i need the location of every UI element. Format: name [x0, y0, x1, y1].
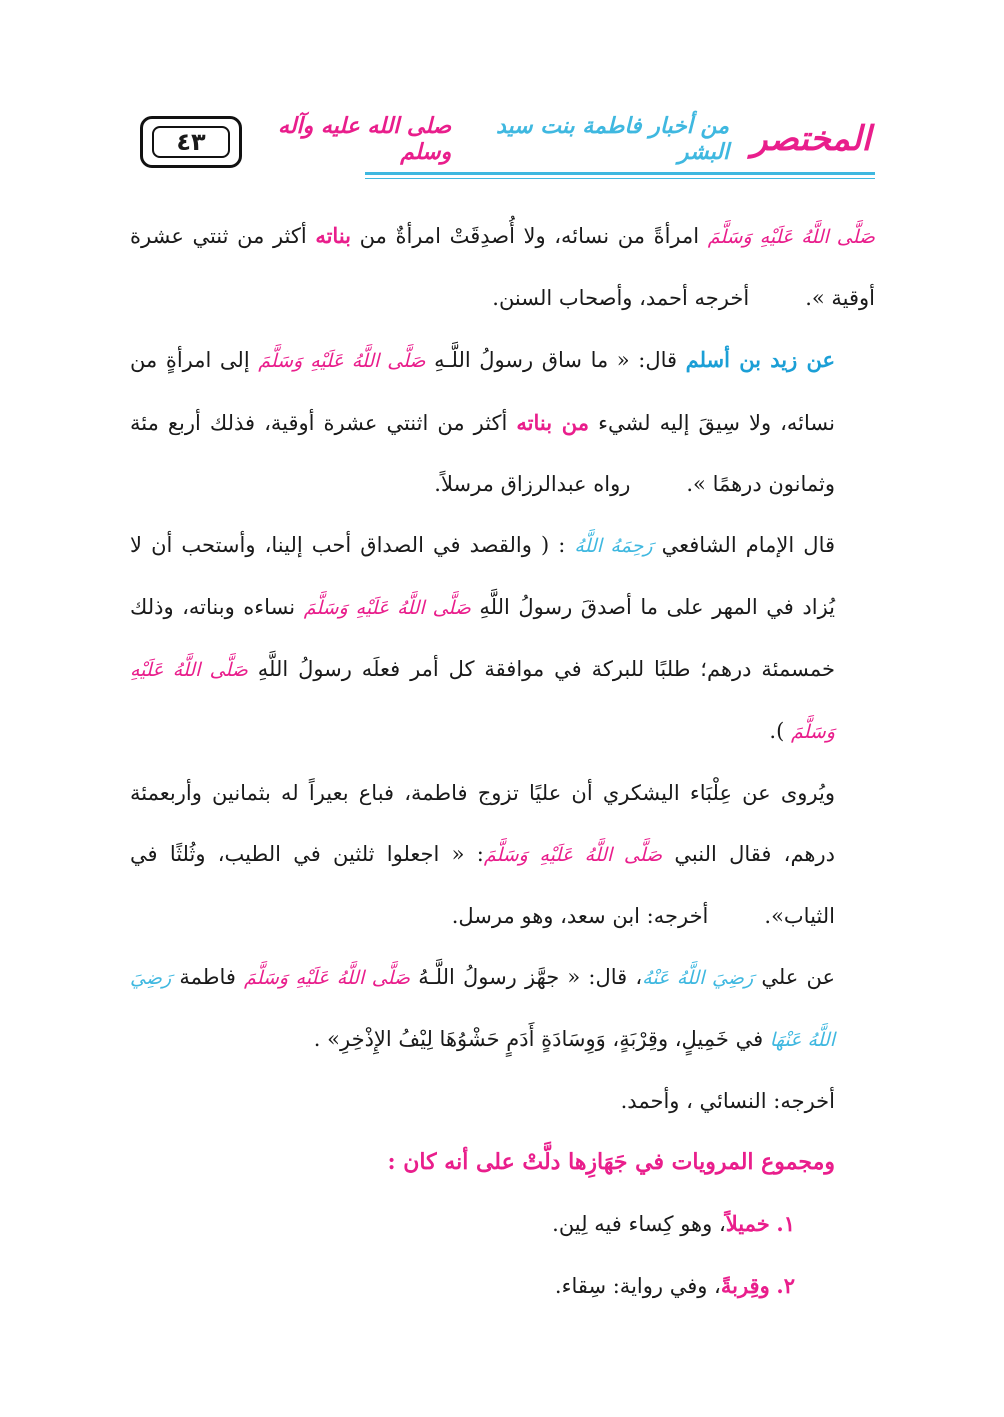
source-citation: أخرجه: ابن سعد، وهو مرسل. [451, 904, 709, 928]
title-honorific: صلى الله عليه وآله وسلم [277, 113, 452, 165]
emphasis-banatihi: بناته [315, 223, 351, 248]
text: عن علي [753, 965, 835, 989]
paragraph-5 [130, 947, 875, 1071]
text: فاطمة [171, 965, 245, 989]
honorific-saw: صَلَّى اللَّهُ عَلَيْهِ وَسَلَّمَ [130, 659, 835, 743]
text: قال: « ما ساق رسولُ اللَّـهِ [425, 348, 686, 372]
source-citation: أخرجه: النسائي ، وأحمد. [620, 1089, 835, 1113]
text: أكثر من اثنتي عشرة أوقية، فذلك أربع مئة وثمانون درهمًا ». [130, 411, 835, 496]
honorific-rahimahullah: رَحِمَهُ اللَّهُ [574, 535, 653, 557]
honorific-radiyallahu-anha: رَضِيَ اللَّهُ عَنْهَا [130, 967, 835, 1051]
header-rule-thin [365, 178, 875, 179]
list-item-number: ٢. [776, 1273, 795, 1298]
honorific-saw: صَلَّى اللَّهُ عَلَيْهِ وَسَلَّمَ [244, 967, 411, 989]
paragraph-4 [130, 763, 875, 947]
honorific-radiyallahu-anhu: رَضِيَ اللَّهُ عَنْهُ [642, 967, 754, 989]
text: قال الإمام الشافعي [652, 533, 836, 557]
list-item-description: ، وهو كِساء فيه لِين. [552, 1212, 726, 1236]
section-heading: ومجموع المرويات في جَهَازِها دلَّتْ على أنه كان : [387, 1149, 835, 1175]
header-rule [365, 172, 875, 175]
text: امرأةً من نسائه، ولا أُصدِقَتْ امرأةٌ من [351, 224, 708, 248]
source-citation: أخرجه أحمد، وأصحاب السنن. [492, 286, 750, 310]
narrator-name: عن زيد بن أسلم [685, 347, 835, 372]
paragraph-2 [130, 329, 875, 515]
paragraph-3 [130, 515, 875, 763]
honorific-saw: صَلَّى اللَّهُ عَلَيْهِ وَسَلَّمَ [483, 844, 663, 866]
list-item-term: وقِربةً [720, 1273, 770, 1298]
list-item-description: ، وفي رواية: سِقاء. [554, 1274, 721, 1298]
text: ). [769, 719, 791, 743]
text: ، قال: « جهَّز رسولُ اللَّـهُ [410, 965, 643, 989]
list-item [130, 1255, 875, 1317]
text: أكثر من ثنتي عشرة أوقية ». [130, 224, 875, 310]
list-item [130, 1193, 875, 1255]
text: في خَمِيلٍ، وقِرْبَةٍ، وَوِسَادَةٍ أَدَمٍ حَشْوُهَا لِيْفُ الإِذْخِرِ» . [313, 1027, 770, 1051]
page-number-frame [140, 116, 242, 168]
text: إلى امرأةٍ من نسائه، ولا سِيقَ إليه لشيء [130, 348, 835, 435]
honorific-saw: صَلَّى اللَّهُ عَلَيْهِ وَسَلَّمَ [707, 226, 875, 248]
page-number: ٤٣ [152, 126, 230, 158]
text: نساءه وبناته، وذلك خمسمئة درهم؛ طلبًا للبركة في موافقة كل أمر فعلَه رسولُ اللَّهِ [130, 595, 835, 681]
source-citation: رواه عبدالرزاق مرسلاً. [434, 472, 631, 496]
text: : « اجعلوا ثلثين في الطيب، وثُلثًا في الثياب». [130, 842, 835, 928]
page-header [130, 108, 875, 178]
header-title [248, 108, 875, 170]
paragraph-1 [130, 205, 875, 329]
honorific-saw: صَلَّى اللَّهُ عَلَيْهِ وَسَلَّمَ [303, 597, 471, 619]
text: : ( والقصد في الصداق أحب إلينا، وأستحب أن لا يُزاد في المهر على ما أصدقَ رسولُ اللَّهِ [130, 533, 835, 619]
text: ويُروى عن عِلْبَاء اليشكري أن عليًا تزوج فاطمة، فباع بعيراً له بثمانين وأربعمئة درهم، فقال النبي [130, 781, 835, 866]
title-subtitle: من أخبار فاطمة بنت سيد البشر [496, 113, 730, 165]
list-item-number: ١. [776, 1211, 795, 1236]
honorific-saw: صَلَّى اللَّهُ عَلَيْهِ وَسَلَّمَ [258, 350, 426, 372]
emphasis-min-banatihi: من بناته [516, 410, 590, 435]
title-main: المختصر [751, 119, 871, 159]
page-body [130, 205, 875, 1317]
list-item-term: خميلاً [725, 1211, 770, 1236]
